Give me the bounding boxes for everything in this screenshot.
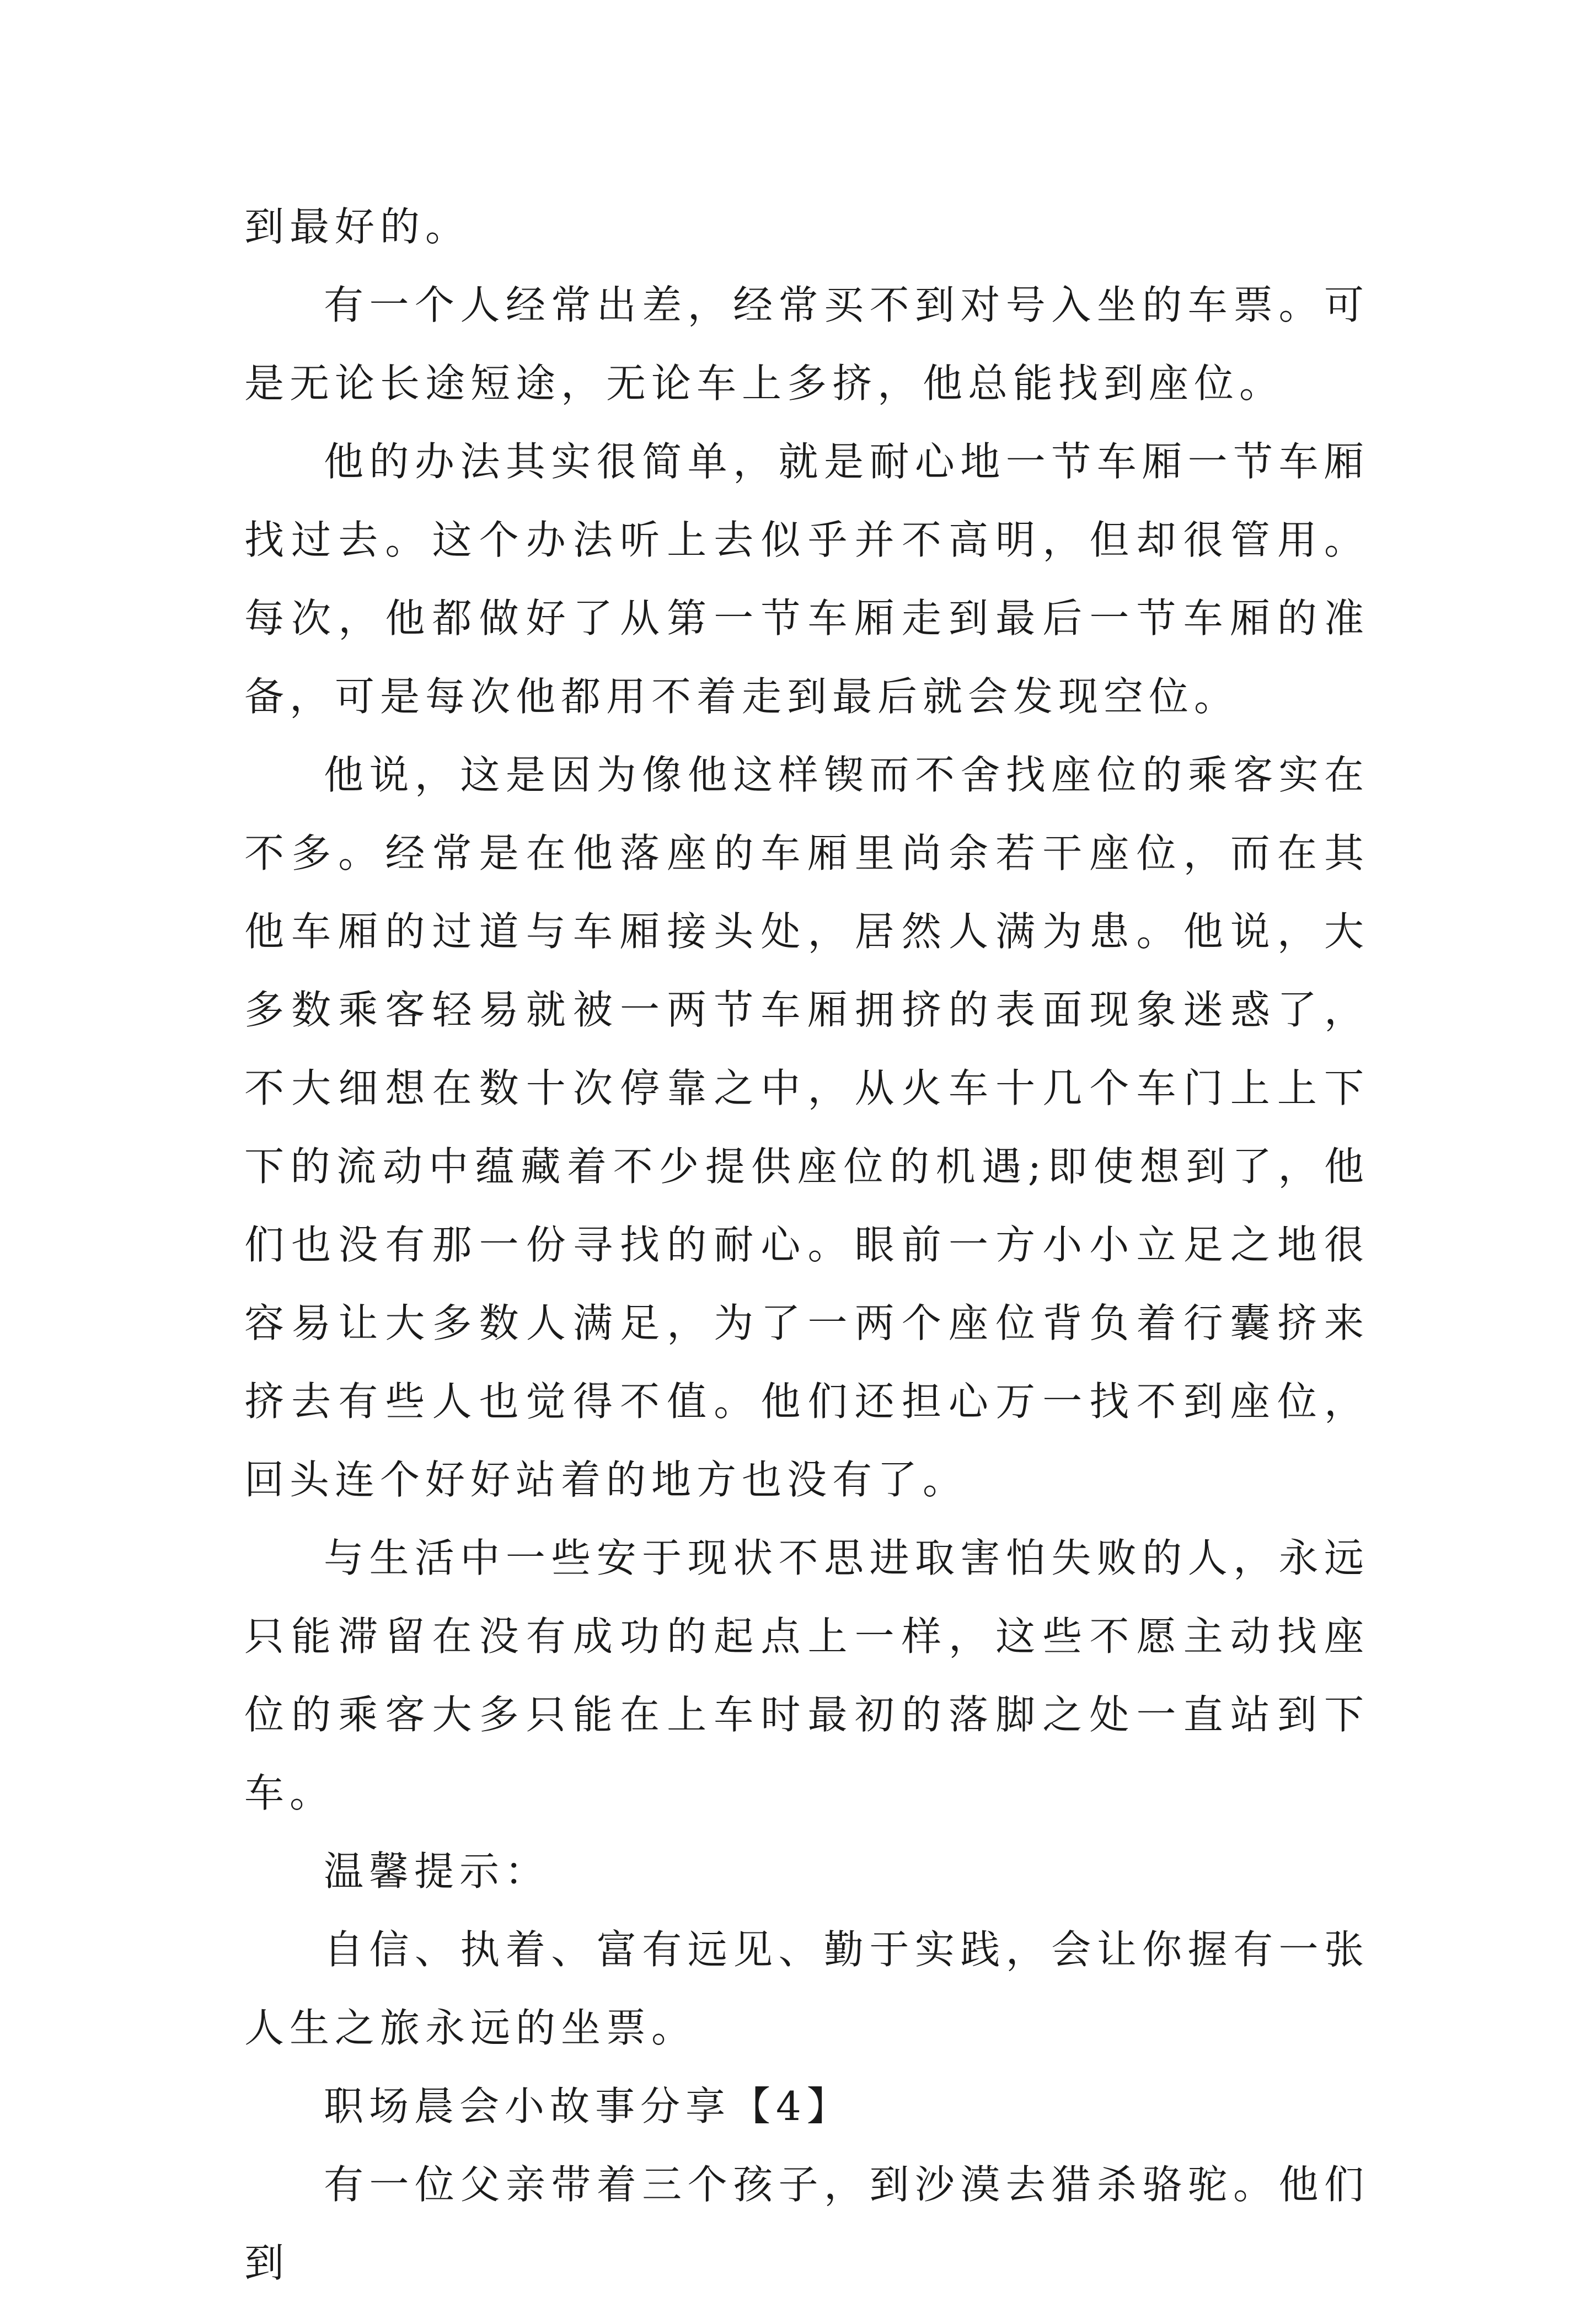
tip-heading: 温馨提示： — [324, 1848, 550, 1894]
paragraph: 有一个人经常出差，经常买不到对号入坐的车票。可是无论长途短途，无论车上多挤，他总能找到座位。 — [244, 282, 1369, 406]
paragraph: 与生活中一些安于现状不思进取害怕失败的人，永远只能滞留在没有成功的起点上一样，这些不愿主动找座位的乘客大多只能在上车时最初的落脚之处一直站到下车。 — [244, 1535, 1369, 1816]
paragraph: 他的办法其实很简单，就是耐心地一节车厢一节车厢找过去。这个办法听上去似乎并不高明，但却很管用。每次，他都做好了从第一节车厢走到最后一节车厢的准备，可是每次他都用不着走到最后就会发现空位。 — [244, 438, 1369, 720]
document-body — [244, 188, 1369, 2302]
paragraph: 有一位父亲带着三个孩子，到沙漠去猎杀骆驼。他们到 — [244, 2161, 1369, 2286]
tip-text: 自信、执着、富有远见、勤于实践，会让你握有一张人生之旅永远的坐票。 — [244, 1926, 1369, 2051]
section-heading: 职场晨会小故事分享【4】 — [324, 2083, 852, 2129]
paragraph: 他说，这是因为像他这样锲而不舍找座位的乘客实在不多。经常是在他落座的车厢里尚余若干座位，而在其他车厢的过道与车厢接头处，居然人满为患。他说，大多数乘客轻易就被一两节车厢拥挤的表面现象迷惑了，不大细想在数十次停靠之中，从火车十几个车门上上下下的流动中蕴藏着不少提供座位的机遇;即使想到了，他们也没有那一份寻找的耐心。眼前一方小小立足之地很容易让大多数人满足，为了一两个座位背负着行囊挤来挤去有些人也觉得不值。他们还担心万一找不到座位，回头连个好好站着的地方也没有了。 — [244, 752, 1369, 1503]
paragraph-continuation: 到最好的。 — [244, 204, 471, 250]
